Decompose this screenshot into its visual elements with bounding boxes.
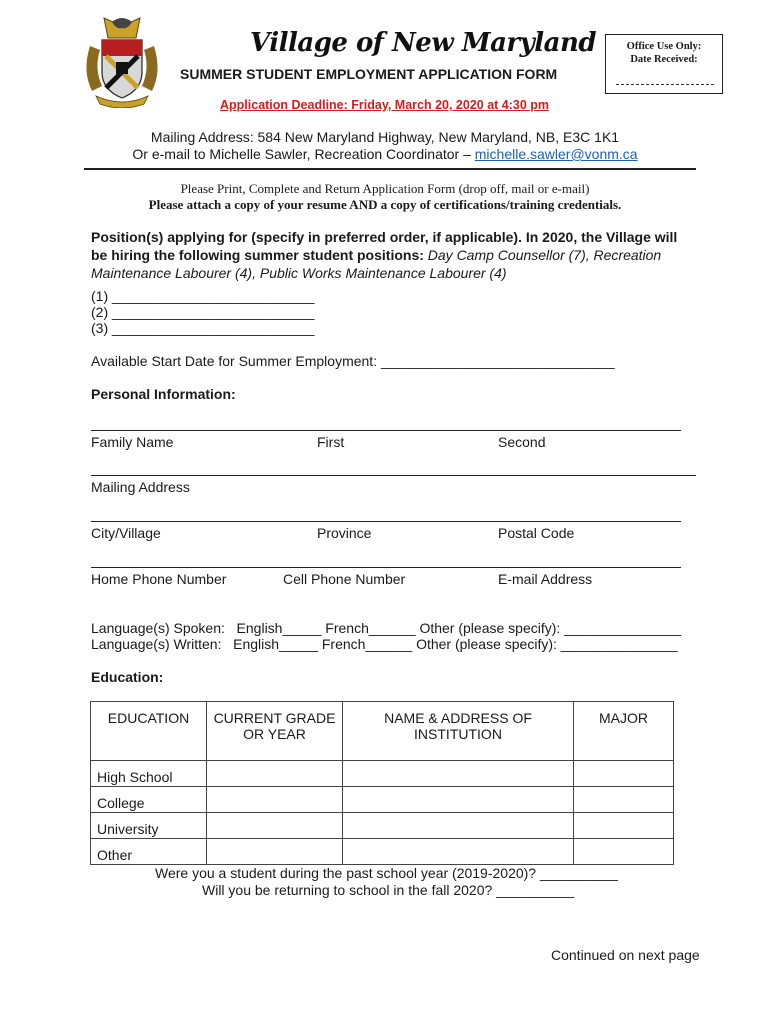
mailing-address-label: Mailing Address — [91, 479, 190, 495]
education-heading: Education: — [91, 669, 164, 685]
personal-info-heading: Personal Information: — [91, 386, 236, 402]
postal-code-label: Postal Code — [498, 525, 575, 541]
email-instruction — [0, 146, 770, 162]
row-label-university: University — [91, 813, 207, 839]
header-divider — [84, 168, 696, 170]
returning-question[interactable]: Will you be returning to school in the fall 2020? __________ — [202, 882, 575, 898]
col-major: MAJOR — [574, 702, 674, 761]
table-cell[interactable] — [343, 813, 574, 839]
table-cell[interactable] — [207, 761, 343, 787]
col-institution: NAME & ADDRESS OF INSTITUTION — [343, 702, 574, 761]
position-line-2[interactable]: (2) __________________________ — [91, 304, 315, 320]
positions-paragraph — [91, 228, 691, 282]
city-line[interactable] — [91, 521, 681, 522]
table-cell[interactable] — [207, 787, 343, 813]
office-use-box — [605, 34, 723, 94]
row-label-college: College — [91, 787, 207, 813]
table-cell[interactable] — [343, 787, 574, 813]
print-instruction: Please Print, Complete and Return Application Form (drop off, mail or e-mail) — [180, 181, 590, 196]
position-line-1[interactable]: (1) __________________________ — [91, 288, 315, 304]
row-label-high-school: High School — [91, 761, 207, 787]
start-date-field[interactable]: Available Start Date for Summer Employment: ______________________________ — [91, 353, 615, 369]
mailing-address: Mailing Address: 584 New Maryland Highway, New Maryland, NB, E3C 1K1 — [150, 129, 620, 145]
table-cell[interactable] — [207, 839, 343, 865]
second-name-label: Second — [498, 434, 546, 450]
table-row — [91, 839, 674, 865]
table-cell[interactable] — [574, 813, 674, 839]
phone-line[interactable] — [91, 567, 681, 568]
email-address-label: E-mail Address — [498, 571, 593, 587]
office-use-label: Office Use Only: — [626, 41, 702, 52]
date-received-label: Date Received: — [630, 54, 698, 65]
first-name-label: First — [317, 434, 345, 450]
position-line-3[interactable]: (3) __________________________ — [91, 320, 315, 336]
cell-phone-label: Cell Phone Number — [283, 571, 406, 587]
student-question[interactable]: Were you a student during the past school year (2019-2020)? __________ — [155, 865, 618, 881]
table-row — [91, 787, 674, 813]
languages-written-field[interactable]: Language(s) Written: English_____ French______ Other (please specify): _______________ — [91, 636, 678, 652]
family-name-label: Family Name — [91, 434, 174, 450]
table-cell[interactable] — [343, 761, 574, 787]
languages-spoken-field[interactable]: Language(s) Spoken: English_____ French______ Other (please specify): _______________ — [91, 620, 681, 636]
education-table-header — [91, 702, 674, 761]
name-line[interactable] — [91, 430, 681, 431]
table-row — [91, 761, 674, 787]
city-label: City/Village — [91, 525, 161, 541]
email-prefix: Or e-mail to Michelle Sawler, Recreation Coordinator – — [132, 146, 475, 162]
date-received-line — [616, 84, 714, 85]
attach-instruction: Please attach a copy of your resume AND a copy of certifications/training credentials. — [148, 197, 622, 212]
table-cell[interactable] — [574, 839, 674, 865]
table-cell[interactable] — [574, 761, 674, 787]
row-label-other: Other — [91, 839, 207, 865]
email-link[interactable]: michelle.sawler@vonm.ca — [474, 146, 638, 162]
table-cell[interactable] — [574, 787, 674, 813]
positions-list: Day Camp Counsellor (7), Recreation Maintenance Labourer (4), Public Works Maintenance Labourer (4) — [91, 247, 662, 281]
table-cell[interactable] — [343, 839, 574, 865]
form-title: SUMMER STUDENT EMPLOYMENT APPLICATION FORM — [180, 66, 558, 82]
application-deadline: Application Deadline: Friday, March 20, 2020 at 4:30 pm — [220, 98, 550, 112]
village-title: Village of New Maryland — [250, 28, 597, 58]
mailing-address-line[interactable] — [91, 475, 696, 476]
positions-intro: Position(s) applying for (specify in preferred order, if applicable). In 2020, the Village will be hiring the following summer student positions: — [91, 229, 678, 263]
continued-note: Continued on next page — [551, 947, 700, 963]
col-education: EDUCATION — [91, 702, 207, 761]
table-row — [91, 813, 674, 839]
province-label: Province — [317, 525, 372, 541]
village-crest-logo — [82, 16, 162, 108]
col-current-grade: CURRENT GRADE OR YEAR — [207, 702, 343, 761]
table-cell[interactable] — [207, 813, 343, 839]
education-table — [90, 701, 674, 865]
home-phone-label: Home Phone Number — [91, 571, 227, 587]
